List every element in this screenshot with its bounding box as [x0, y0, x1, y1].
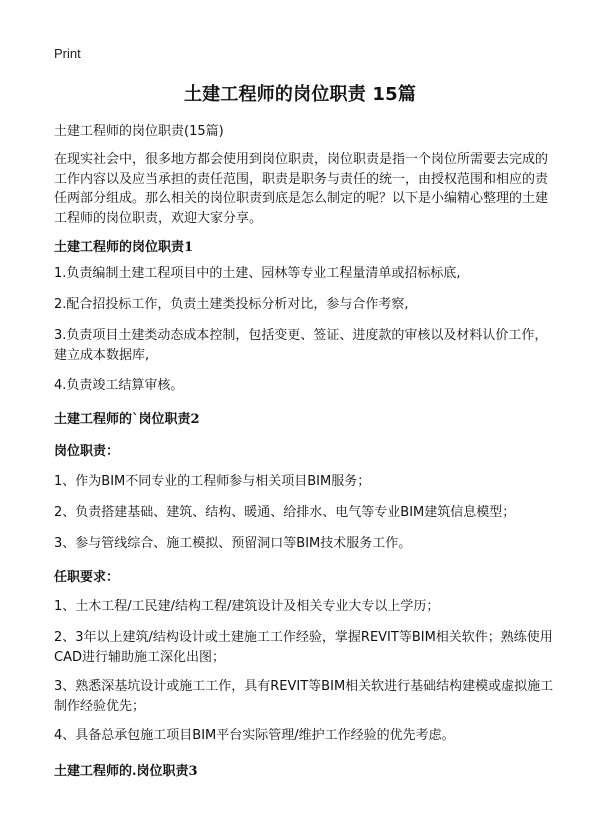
duty-item: 2、负责搭建基础、建筑、结构、暖通、给排水、电气等专业BIM建筑信息模型； [54, 505, 516, 520]
requirement-item: 1、土木工程/工民建/结构工程/建筑设计及相关专业大专以上学历； [54, 599, 440, 614]
section-3-heading: 土建工程师的.岗位职责3 [54, 764, 198, 779]
section-1-item: 4.负责竣工结算审核。 [54, 378, 184, 393]
requirement-item: 3、熟悉深基坑设计或施工工作，具有REVIT等BIM相关软进行基础结构建模或虚拟施工制作经验优先； [54, 679, 554, 714]
intro-paragraph: 在现实社会中，很多地方都会使用到岗位职责，岗位职责是指一个岗位所需要去完成的工作内容以及应当承担的责任范围，职责是职务与责任的统一，由授权范围和相应的责任两部分组成。那么相关的岗位职责到底是怎么制定的呢？以下是小编精心整理的土建工程师的岗位职责，欢迎大家分享。 [54, 152, 549, 226]
document-title: 土建工程师的岗位职责 15篇 [183, 84, 417, 105]
duties-heading: 岗位职责： [54, 444, 120, 459]
document-subtitle: 土建工程师的岗位职责(15篇) [54, 124, 224, 139]
duty-item: 1、作为BIM不同专业的工程师参与相关项目BIM服务； [54, 474, 371, 489]
requirements-heading: 任职要求： [54, 570, 120, 585]
section-1-item: 1.负责编制土建工程项目中的土建、园林等专业工程量清单或招标标底, [54, 266, 461, 281]
section-1-item: 3.负责项目土建类动态成本控制，包括变更、签证、进度款的审核以及材料认价工作，建立成本数据库, [54, 328, 548, 363]
section-1-item: 2.配合招投标工作，负责土建类投标分析对比，参与合作考察, [54, 297, 409, 312]
duty-item: 3、参与管线综合、施工模拟、预留洞口等BIM技术服务工作。 [54, 536, 412, 551]
requirement-item: 4、具备总承包施工项目BIM平台实际管理/维护工作经验的优先考虑。 [54, 728, 455, 743]
section-2-heading: 土建工程师的`岗位职责2 [54, 412, 200, 427]
print-label: Print [54, 46, 81, 61]
requirement-item: 2、3年以上建筑/结构设计或土建施工工作经验，掌握REVIT等BIM相关软件；熟练使用CAD进行辅助施工深化出图； [54, 630, 553, 665]
section-1-heading: 土建工程师的岗位职责1 [54, 240, 194, 255]
